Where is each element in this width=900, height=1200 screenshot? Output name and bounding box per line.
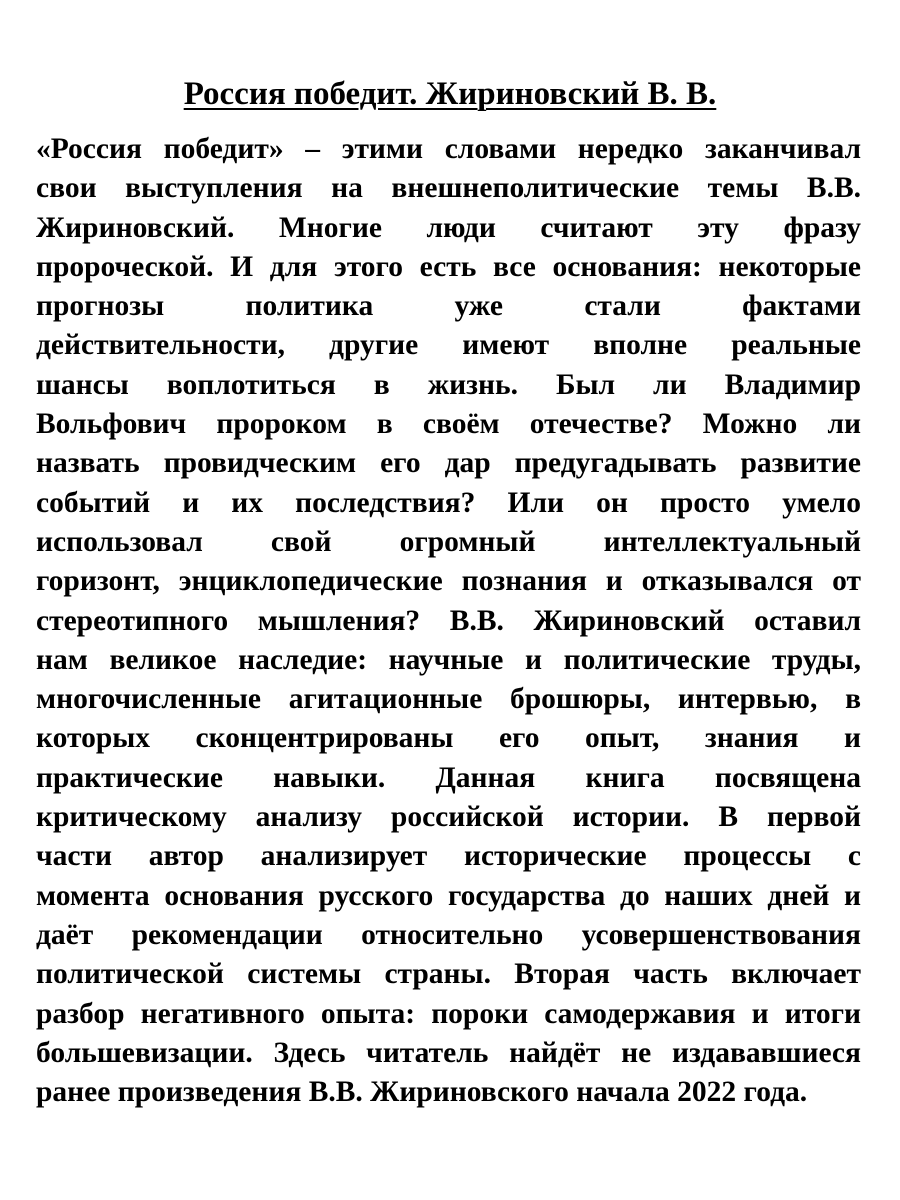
body-line: свои выступления на внешнеполитические темы В.В. (36, 172, 861, 205)
body-line: ранее произведения В.В. Жириновского начала 2022 года. (36, 1076, 808, 1109)
body-line: момента основания русского государства до наших дней и (36, 879, 861, 912)
body-line: использовал свой огромный интеллектуальный (36, 525, 861, 558)
body-line: прогнозы политика уже стали фактами (36, 290, 861, 323)
body-line: нам великое наследие: научные и политические труды, (36, 643, 861, 676)
body-line: практические навыки. Данная книга посвящена (36, 761, 861, 794)
body-line: стереотипного мышления? В.В. Жириновский оставил (36, 604, 861, 637)
body-line: «Россия победит» – этими словами нередко заканчивал (36, 133, 861, 165)
body-line: даёт рекомендации относительно усовершенствования (36, 918, 861, 951)
body-line: критическому анализу российской истории. В первой (36, 801, 861, 834)
document-body (36, 130, 861, 1112)
body-line: многочисленные агитационные брошюры, интервью, в (36, 683, 861, 716)
body-line: разбор негативного опыта: пороки самодержавия и итоги (36, 997, 861, 1030)
body-line: политической системы страны. Вторая часть включает (36, 958, 861, 991)
body-line: горизонт, энциклопедические познания и отказывался от (36, 565, 861, 598)
body-line: Вольфович пророком в своём отечестве? Можно ли (36, 408, 861, 441)
body-line: части автор анализирует исторические процессы с (36, 840, 861, 873)
body-line: событий и их последствия? Или он просто умело (36, 486, 861, 519)
document-title: Россия победит. Жириновский В. В. (183, 76, 717, 112)
body-line: большевизации. Здесь читатель найдёт не издававшиеся (36, 1036, 861, 1069)
body-line: Жириновский. Многие люди считают эту фразу (36, 211, 861, 244)
body-line: пророческой. И для этого есть все основания: некоторые (36, 250, 861, 283)
body-line: действительности, другие имеют вполне реальные (36, 329, 861, 362)
body-line: которых сконцентрированы его опыт, знания и (36, 722, 861, 755)
body-line: шансы воплотиться в жизнь. Был ли Владимир (36, 368, 861, 401)
body-line: назвать провидческим его дар предугадывать развитие (36, 447, 861, 480)
